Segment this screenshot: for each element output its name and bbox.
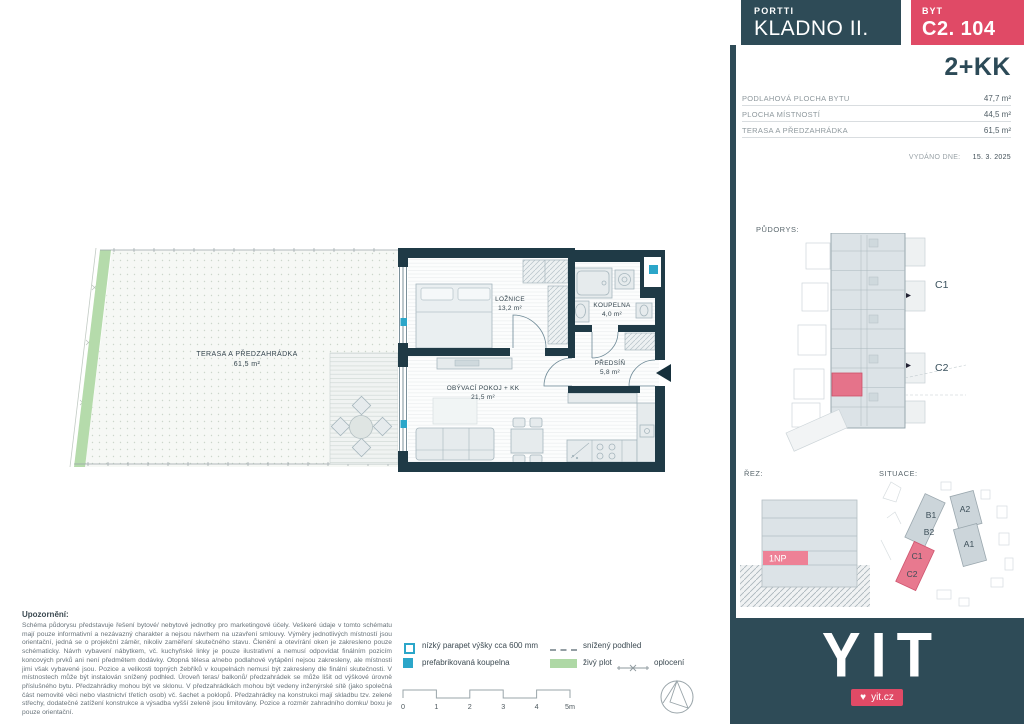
highlighted-unit bbox=[832, 373, 862, 396]
situation-drawing bbox=[879, 478, 1021, 613]
issued-label: VYDÁNO DNE: bbox=[908, 154, 961, 161]
situation-a1: A1 bbox=[963, 539, 975, 549]
section-label: ŘEZ: bbox=[744, 469, 764, 478]
legend-low-parapet: nízký parapet výšky cca 600 mm bbox=[422, 641, 539, 650]
table-row: PLOCHA MÍSTNOSTÍ 44,5 m² bbox=[742, 106, 1011, 122]
room-hall-name: PŘEDSÍŇ bbox=[594, 360, 626, 367]
fence-icon bbox=[617, 660, 649, 678]
svg-text:2: 2 bbox=[467, 702, 472, 711]
brand-name: PORTTI bbox=[754, 6, 795, 16]
area-table bbox=[742, 90, 1011, 138]
situation-b1: B1 bbox=[925, 510, 937, 520]
prefab-bathroom-marker bbox=[649, 265, 658, 274]
svg-text:3: 3 bbox=[501, 702, 506, 711]
legend bbox=[400, 639, 710, 675]
legend-prefab-bathroom: prefabrikovaná koupelna bbox=[422, 658, 510, 667]
room-bathroom-area: 4,0 m² bbox=[602, 311, 622, 318]
room-bathroom-name: KOUPELNA bbox=[593, 302, 631, 309]
overview-section-label: PŮDORYS: bbox=[756, 225, 800, 234]
building-overview-drawing bbox=[746, 233, 1022, 455]
table-row: PODLAHOVÁ PLOCHA BYTU 47,7 m² bbox=[742, 90, 1011, 106]
brand-footer bbox=[730, 618, 1024, 724]
sofa bbox=[416, 428, 494, 460]
disclaimer-body: Schéma půdorysu představuje řešení bytové/ nebytové jednotky pro marketingové účely. Veškeré údaje v tomto schématu mají pouze informativní a nezávazný charakter a nejsou návrhem na uzavření smlouvy. Výměry jednotlivých místností jsou orientační, jedná se o projekční záměr, nikoliv zaměření skutečného stavu. Členění a otevírání oken je zakresleno pouze schématicky. Návrh vybavení nábytkem, vč. kuchyňské linky je pouze ilustrativní a nemusí odpovídat finálním pozicím koncových prvků ani není předmětem dodávky. Otopná tělesa a/nebo podlahové vytápění nejsou zakresleny, ale místnosti jimi však vybavené jsou. Pozice a velikosti topných žebříků v koupelnách nemusí být zakresleny dle finální skutečnosti. V místnostech může být instalován snížený podhled. Úroveň teras/ balkonů/ předzahrádek se může lišit od výškové úrovně příslušného bytu. Předzahrádky mohou být ve sklonu. V předzahrádkách mohou být vedeny inženýrské sítě (jako společná část nemovité věci nebo vlastnictví třetích osob) vč. šachet a poklopů. Předzahrádky na konstrukci mají skladbu tzv. zelené střechy, dodatečné zatížení konstrukce a výsadba vyšší zeleně jsou limitovány. Pozice a rozměr zahradního domku/ boxu je pouze orientační. bbox=[22, 622, 392, 717]
issued-date: 15. 3. 2025 bbox=[972, 154, 1011, 161]
floor-1np-label: 1NP bbox=[769, 553, 787, 564]
room-living-name: OBÝVACÍ POKOJ + KK bbox=[446, 385, 520, 392]
project-name: KLADNO II. bbox=[754, 17, 869, 40]
legend-lowered-ceiling: snížený podhled bbox=[583, 641, 642, 650]
terrace-name: TERASA A PŘEDZAHRÁDKA bbox=[196, 351, 298, 358]
dining-table bbox=[511, 429, 543, 453]
heart-icon: ♥ bbox=[860, 691, 867, 703]
legend-fence: oplocení bbox=[654, 658, 685, 667]
room-living-area: 21,5 m² bbox=[471, 394, 495, 401]
hedge-icon bbox=[550, 659, 577, 668]
situation-label: SITUACE: bbox=[879, 469, 918, 478]
table-row: TERASA A PŘEDZAHRÁDKA 61,5 m² bbox=[742, 122, 1011, 138]
overview-c1-label: C1 bbox=[935, 279, 949, 291]
scale-bar bbox=[401, 690, 575, 711]
disposition: 2+KK bbox=[944, 53, 1011, 81]
info-sidebar bbox=[724, 0, 1024, 724]
disclaimer bbox=[22, 610, 392, 718]
svg-text:1: 1 bbox=[434, 702, 439, 711]
issued-date-row bbox=[736, 154, 1011, 161]
overview-c2-label: C2 bbox=[935, 362, 949, 374]
rug bbox=[433, 398, 477, 424]
project-header bbox=[741, 0, 901, 45]
yit-site-text: yit.cz bbox=[871, 692, 894, 703]
terrace-area: 61,5 m² bbox=[233, 361, 261, 368]
svg-text:4: 4 bbox=[534, 702, 539, 711]
unit-number: C2. 104 bbox=[922, 18, 996, 40]
prefab-bathroom-icon bbox=[403, 658, 413, 668]
section-drawing bbox=[738, 478, 878, 611]
room-bedroom-name: LOŽNICE bbox=[495, 296, 525, 303]
room-bedroom-area: 13,2 m² bbox=[498, 305, 522, 312]
washing-machine bbox=[615, 270, 634, 289]
disclaimer-title: Upozornění: bbox=[22, 610, 69, 619]
situation-b2: B2 bbox=[923, 527, 935, 537]
low-parapet-marker bbox=[401, 420, 408, 428]
unit-header bbox=[911, 0, 1024, 45]
legend-hedge: živý plot bbox=[583, 658, 612, 667]
svg-text:5m: 5m bbox=[565, 702, 575, 711]
lowered-ceiling-icon bbox=[550, 649, 577, 651]
situation-c2: C2 bbox=[906, 569, 918, 579]
north-arrow-icon bbox=[661, 681, 693, 713]
room-hall-area: 5,8 m² bbox=[600, 369, 620, 376]
situation-a2: A2 bbox=[959, 504, 971, 514]
low-parapet-marker bbox=[401, 318, 408, 326]
situation-c1: C1 bbox=[911, 551, 923, 561]
svg-text:0: 0 bbox=[401, 702, 405, 711]
highlighted-building bbox=[896, 541, 935, 590]
terrace bbox=[70, 248, 398, 467]
yit-logo: YIT bbox=[821, 620, 943, 691]
unit-label: BYT bbox=[922, 6, 943, 16]
info-card bbox=[736, 45, 1024, 618]
low-parapet-icon bbox=[404, 643, 415, 654]
